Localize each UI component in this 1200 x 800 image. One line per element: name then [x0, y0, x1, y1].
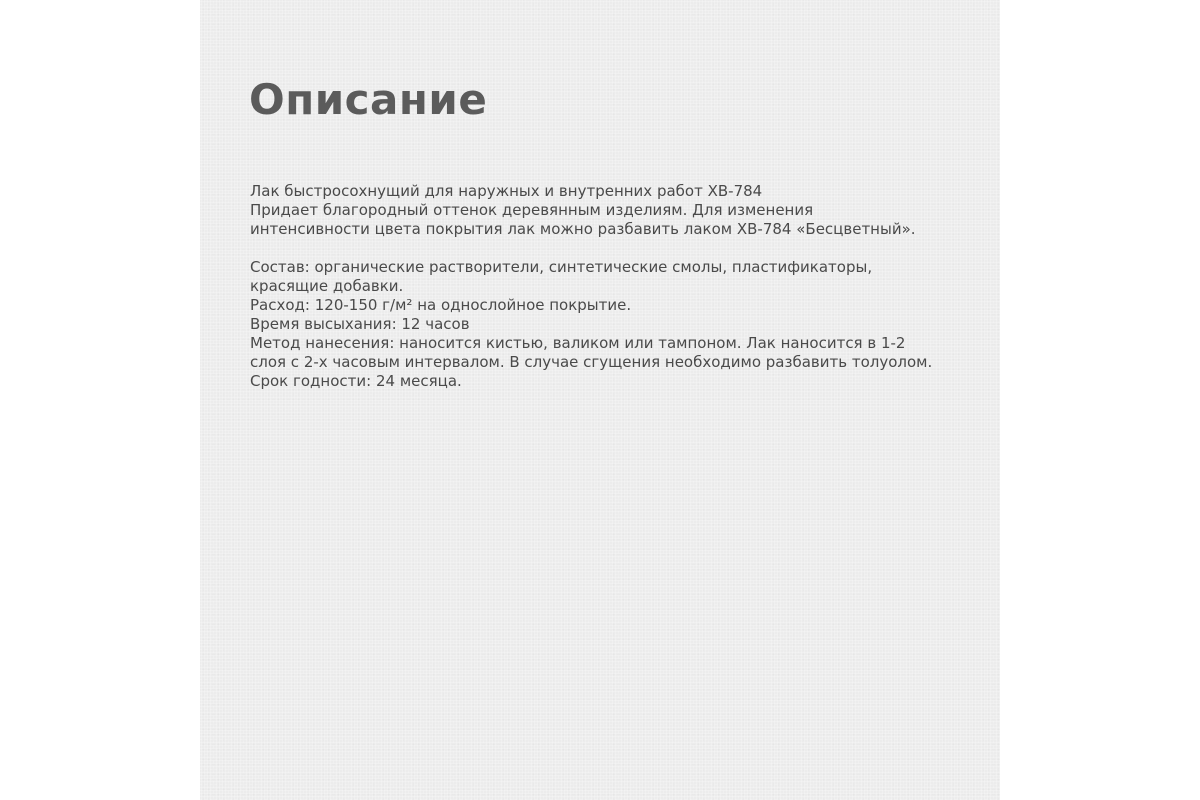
paragraph-gap [250, 239, 985, 258]
description-card [200, 0, 1000, 800]
consumption-line: Расход: 120-150 г/м² на однослойное покрытие. [250, 296, 632, 314]
description-body [250, 182, 985, 391]
description-line: интенсивности цвета покрытия лак можно разбавить лаком ХВ-784 «Бесцветный». [250, 220, 916, 238]
shelf-life-line: Срок годности: 24 месяца. [250, 372, 462, 390]
composition-line: Состав: органические растворители, синтетические смолы, пластификаторы, [250, 258, 873, 276]
composition-line: красящие добавки. [250, 277, 404, 295]
page-title: Описание [249, 75, 488, 124]
drying-time-line: Время высыхания: 12 часов [250, 315, 470, 333]
application-method-line: слоя с 2-х часовым интервалом. В случае сгущения необходимо разбавить толуолом. [250, 353, 933, 371]
description-line: Лак быстросохнущий для наружных и внутренних работ ХВ-784 [250, 182, 763, 200]
description-line: Придает благородный оттенок деревянным изделиям. Для изменения [250, 201, 814, 219]
application-method-line: Метод нанесения: наносится кистью, валиком или тампоном. Лак наносится в 1-2 [250, 334, 906, 352]
